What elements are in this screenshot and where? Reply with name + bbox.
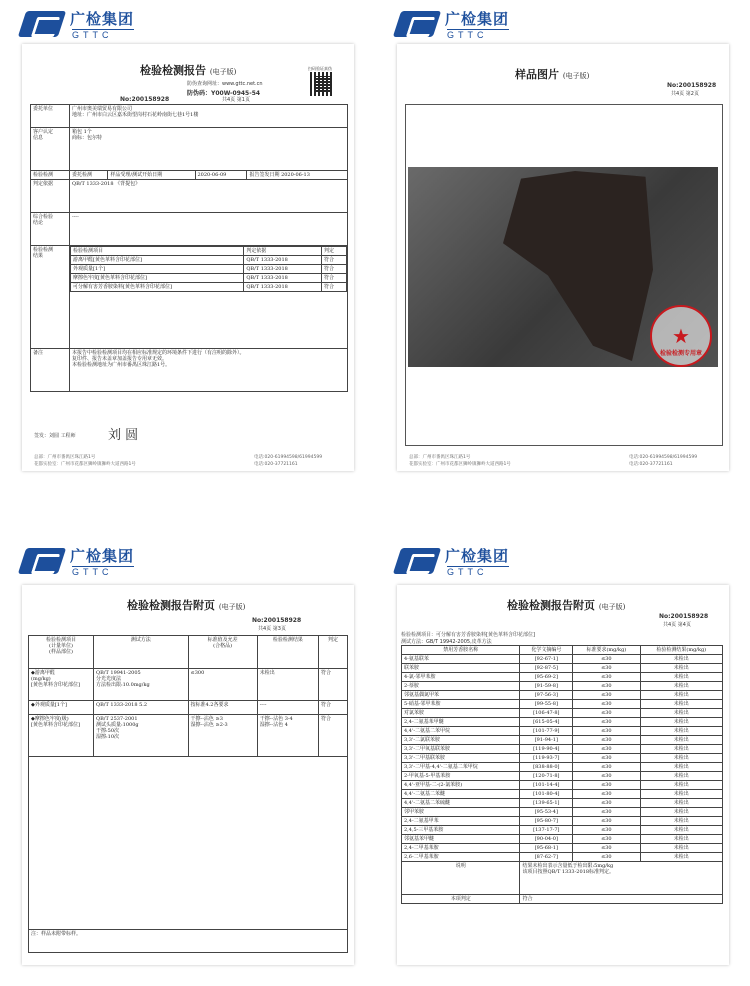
- gttc-logo: [22, 8, 134, 40]
- cas-number-cell: [97-56-3]: [520, 691, 573, 700]
- cas-number-cell: [615-05-4]: [520, 718, 573, 727]
- brand-cn: 广检集团: [70, 10, 135, 28]
- limit-cell: ≤30: [573, 682, 640, 691]
- table-row: [402, 673, 723, 682]
- issue-label: 报告签发日期: [249, 172, 280, 178]
- cas-number-cell: [137-17-7]: [520, 826, 573, 835]
- limit-cell: ≤30: [573, 853, 640, 862]
- cas-number-cell: [101-80-4]: [520, 790, 573, 799]
- page-title: 检验检测报告附页 (电子版): [127, 599, 246, 612]
- column-header: 禁用芳香胺名称: [402, 646, 520, 655]
- client-label: 委托单位: [31, 105, 70, 128]
- result-cell: 未检出: [640, 772, 722, 781]
- limit-cell: ≤30: [573, 763, 640, 772]
- conclusion-value: ----: [70, 213, 348, 246]
- conclusion-label: 综合检验 结论: [31, 213, 70, 246]
- amine-name-cell: 4-氨基联苯: [402, 655, 520, 664]
- result-cell: 未检出: [640, 664, 722, 673]
- amine-name-cell: 2,4-二氨基甲苯: [402, 817, 520, 826]
- result-cell: 未检出: [640, 709, 722, 718]
- result-header: 检验检测项目: [71, 247, 244, 256]
- amine-name-cell: 3,3'-二氯联苯胺: [402, 736, 520, 745]
- table-row: [402, 700, 723, 709]
- inspection-stamp: [650, 305, 712, 367]
- limit-cell: ≤30: [573, 817, 640, 826]
- cas-number-cell: [119-90-4]: [520, 745, 573, 754]
- limit-cell: ≤30: [573, 664, 640, 673]
- anti-fake-code: 防伪码：Y00W-0945-54: [187, 90, 261, 97]
- amine-name-cell: 4,4'-二氨基二苯醚: [402, 790, 520, 799]
- gttc-logo-icon: [397, 9, 441, 39]
- table-row: [402, 682, 723, 691]
- receive-date: 2020-06-09: [197, 172, 227, 178]
- limit-cell: ≤30: [573, 835, 640, 844]
- page-title: 检验检测报告 (电子版): [140, 64, 237, 77]
- page-counter: 共4页 第2页: [671, 91, 699, 97]
- cas-number-cell: [95-68-1]: [520, 844, 573, 853]
- result-cell: 未检出: [640, 835, 722, 844]
- note-value: 本报告中检验检测项目均在相应标准规定的环境条件下进行（有注明的除外）。 复印件、报告未盖章加盖报告专用章无效。 本检验检测地址为广州市番禺区珠江路1号。: [70, 349, 348, 392]
- note-label: 备注: [31, 349, 70, 392]
- result-label: 检验检测 结果: [31, 246, 70, 349]
- amine-name-cell: 2-萘胺: [402, 682, 520, 691]
- column-header: 测试方法: [94, 636, 189, 669]
- column-header: 判定: [319, 636, 348, 669]
- limit-cell: ≤30: [573, 736, 640, 745]
- page-counter: 共4页 第4页: [663, 622, 691, 628]
- table-row: [402, 808, 723, 817]
- table-row: [402, 655, 723, 664]
- table-row: [402, 709, 723, 718]
- limit-cell: ≤30: [573, 718, 640, 727]
- appendix-table: [28, 635, 348, 953]
- result-cell: 未检出: [640, 754, 722, 763]
- result-cell: 未检出: [640, 736, 722, 745]
- leather-sample: [503, 171, 653, 361]
- result-cell: 未检出: [640, 790, 722, 799]
- table-row: [402, 826, 723, 835]
- qr-caption: 扫码验证真伪: [308, 66, 332, 71]
- column-header: 标准要求(mg/kg): [573, 646, 640, 655]
- amine-name-cell: 2,4-二氨基苯甲醚: [402, 718, 520, 727]
- amine-table: [401, 645, 723, 904]
- qr-code-icon: [310, 72, 334, 96]
- cas-number-cell: [101-14-4]: [520, 781, 573, 790]
- table-row: 摩擦色牢度[黄色革料含印花部位] QB/T 1333-2018 符合: [71, 274, 347, 283]
- cas-number-cell: [99-55-8]: [520, 700, 573, 709]
- cas-number-cell: [90-04-0]: [520, 835, 573, 844]
- cas-number-cell: [139-65-1]: [520, 799, 573, 808]
- explanation-value: 结果未检出表示含量低于检出限:5mg/kg 该项目按照QB/T 1333-2018标准判定。: [520, 862, 723, 895]
- amine-name-cell: 2,4-二甲基苯胺: [402, 844, 520, 853]
- cas-number-cell: [92-67-1]: [520, 655, 573, 664]
- report-number: No:200158928: [252, 617, 302, 624]
- amine-name-cell: 5-硝基-邻甲苯胺: [402, 700, 520, 709]
- table-row: [402, 817, 723, 826]
- amine-name-cell: 4-氯-邻甲苯胺: [402, 673, 520, 682]
- table-row: ◆外观质量[1个] QB/T 1333-2018 5.2 按标准4.2各要求 ---- 符合: [29, 701, 348, 715]
- explanation-label: 说明: [402, 862, 520, 895]
- limit-cell: ≤30: [573, 745, 640, 754]
- gttc-logo-icon: [397, 546, 441, 576]
- amine-name-cell: 4,4'-二氨基二苯甲烷: [402, 727, 520, 736]
- judgement-value: 符合: [520, 895, 723, 904]
- table-row: [402, 691, 723, 700]
- document-sheet: [22, 585, 354, 965]
- report-table: [30, 104, 348, 392]
- result-cell: 未检出: [640, 817, 722, 826]
- star-icon: ★: [672, 324, 690, 348]
- type-value: 委托检测: [70, 171, 108, 180]
- result-cell: 未检出: [640, 673, 722, 682]
- brand-en: GTTC: [72, 29, 134, 40]
- test-item: 检验检测项目：可分解有害芳香胺染料[黄色革料含印花部位]: [401, 632, 535, 638]
- gttc-logo: 广检集团 GTTC: [397, 545, 509, 577]
- table-row: 外观质量[1个] QB/T 1333-2018 符合: [71, 265, 347, 274]
- table-row: ◆摩擦色牢度(级) [黄色革料含印花部位] QB/T 2537-2001 测试头质量:1000g 干擦:50次 湿擦:10次 干擦--沾色 ≥3 湿擦--沾色 ≥2-3 干擦--沾色 3-4 湿擦--沾色 4 符合: [29, 715, 348, 757]
- cas-number-cell: [838-88-0]: [520, 763, 573, 772]
- report-page-4: [375, 493, 750, 986]
- cas-number-cell: [95-69-2]: [520, 673, 573, 682]
- result-cell: 未检出: [640, 691, 722, 700]
- table-row: [402, 772, 723, 781]
- cas-number-cell: [106-47-8]: [520, 709, 573, 718]
- gttc-logo: 广检集团 GTTC: [22, 545, 134, 577]
- cas-number-cell: [87-62-7]: [520, 853, 573, 862]
- cas-number-cell: [95-80-7]: [520, 817, 573, 826]
- limit-cell: ≤30: [573, 700, 640, 709]
- signature: 刘 圆: [108, 428, 139, 443]
- amine-name-cell: 2,4,5-三甲基苯胺: [402, 826, 520, 835]
- amine-name-cell: 邻氨基苯甲醚: [402, 835, 520, 844]
- result-cell: 未检出: [640, 700, 722, 709]
- result-cell: 未检出: [640, 718, 722, 727]
- sample-label: 客户认定 信息: [31, 128, 70, 171]
- table-row: ◆游离甲醛 (mg/kg) [黄色革料含印花部位] QB/T 19941-2005 分光光度法 方法检出限:10.0mg/kg ≤300 未检出 符合: [29, 668, 348, 701]
- table-row: 游离甲醛[黄色革料含印花部位] QB/T 1333-2018 符合: [71, 256, 347, 265]
- judgement-label: 本项判定: [402, 895, 520, 904]
- limit-cell: ≤30: [573, 754, 640, 763]
- limit-cell: ≤30: [573, 781, 640, 790]
- page-title: 检验检测报告附页 (电子版): [507, 599, 626, 612]
- page-counter: 共4页 第3页: [258, 626, 286, 632]
- limit-cell: ≤30: [573, 727, 640, 736]
- column-header: 检验检测结果: [257, 636, 318, 669]
- report-number: No:200158928: [667, 82, 717, 89]
- table-row: 可分解有害芳香胺染料[黄色革料含印花部位] QB/T 1333-2018 符合: [71, 283, 347, 292]
- client-value: 广州市奥美瑞贸易有限公司 地址：广州市白云区嘉禾街望岗村石花岭南街七巷1号1楼: [70, 105, 348, 128]
- amine-name-cell: 对氯苯胺: [402, 709, 520, 718]
- cas-number-cell: [91-94-1]: [520, 736, 573, 745]
- result-cell: 未检出: [640, 763, 722, 772]
- column-header: 标准值及允差 (合格品): [188, 636, 257, 669]
- limit-cell: ≤30: [573, 844, 640, 853]
- report-number: No:200158928: [120, 96, 170, 103]
- table-row: [402, 853, 723, 862]
- table-row: [402, 763, 723, 772]
- report-page-1: [0, 0, 375, 493]
- result-cell: 未检出: [640, 799, 722, 808]
- limit-cell: ≤30: [573, 709, 640, 718]
- result-cell: 未检出: [640, 655, 722, 664]
- report-page-2: [375, 0, 750, 493]
- limit-cell: ≤30: [573, 673, 640, 682]
- amine-name-cell: 3,3'-二甲氧基联苯胺: [402, 745, 520, 754]
- basis-label: 判定依据: [31, 180, 70, 213]
- result-cell: 未检出: [640, 781, 722, 790]
- report-page-3: [0, 493, 375, 986]
- amine-name-cell: 2-甲氧基-5-甲基苯胺: [402, 772, 520, 781]
- footer-phone: 电话:020-61994598/61994599: [254, 455, 323, 460]
- limit-cell: ≤30: [573, 808, 640, 817]
- signer: 签发：刘圆 工程师: [34, 433, 76, 439]
- result-cell: 未检出: [640, 682, 722, 691]
- amine-name-cell: 邻氨基偶氮甲苯: [402, 691, 520, 700]
- cas-number-cell: [92-87-5]: [520, 664, 573, 673]
- table-row: [402, 718, 723, 727]
- gttc-logo: 广检集团 GTTC: [397, 8, 509, 40]
- amine-name-cell: 2,6-二甲基苯胺: [402, 853, 520, 862]
- result-table: [70, 246, 347, 292]
- table-row: [402, 844, 723, 853]
- limit-cell: ≤30: [573, 790, 640, 799]
- page-title: 样品图片 (电子版): [515, 68, 590, 81]
- table-row: [402, 664, 723, 673]
- receive-label: 样品受理/测试开始日期: [108, 171, 195, 180]
- table-row: [402, 799, 723, 808]
- result-header: 判定依据: [244, 247, 322, 256]
- sample-value: 箱包 1个 商标：包尔特: [70, 128, 348, 171]
- table-row: [402, 736, 723, 745]
- amine-name-cell: 3,3'-二甲基联苯胺: [402, 754, 520, 763]
- result-cell: 未检出: [640, 853, 722, 862]
- document-sheet: [397, 585, 729, 965]
- footer-phone: 电话:020-37721161: [254, 462, 298, 467]
- amine-name-cell: 3,3'-二甲基-4,4'-二氨基二苯甲烷: [402, 763, 520, 772]
- appendix-note: 注：样品未附带标样。: [29, 930, 348, 953]
- issue-date: 2020-06-13: [281, 172, 310, 178]
- result-cell: 未检出: [640, 745, 722, 754]
- table-row: [402, 727, 723, 736]
- stamp-label: 检验检测专用章: [659, 350, 702, 357]
- type-label: 检验检测: [31, 171, 70, 180]
- photo-frame: [405, 104, 723, 446]
- table-row: [402, 835, 723, 844]
- cas-number-cell: [101-77-9]: [520, 727, 573, 736]
- limit-cell: ≤30: [573, 772, 640, 781]
- result-cell: 未检出: [640, 808, 722, 817]
- footer-address: 花都实验室：广州市花都区狮岭镇狮岭大道西路1号: [34, 462, 136, 467]
- limit-cell: ≤30: [573, 691, 640, 700]
- amine-name-cell: 4,4'-二氨基二苯硫醚: [402, 799, 520, 808]
- footer-address: 总部：广州市番禺区珠江路1号: [34, 455, 96, 460]
- column-header: 化学文摘编号: [520, 646, 573, 655]
- cas-number-cell: [120-71-8]: [520, 772, 573, 781]
- table-row: [402, 745, 723, 754]
- amine-name-cell: 4,4'-亚甲基-二-(2-氯苯胺): [402, 781, 520, 790]
- gttc-logo-icon: [22, 546, 66, 576]
- page-counter: 共4页 第1页: [222, 97, 250, 103]
- result-header: 判定: [321, 247, 346, 256]
- limit-cell: ≤30: [573, 655, 640, 664]
- result-cell: 未检出: [640, 844, 722, 853]
- amine-name-cell: 邻甲苯胺: [402, 808, 520, 817]
- amine-name-cell: 联苯胺: [402, 664, 520, 673]
- column-header: 检验检测结果(mg/kg): [640, 646, 722, 655]
- cas-number-cell: [91-59-8]: [520, 682, 573, 691]
- cas-number-cell: [119-93-7]: [520, 754, 573, 763]
- gttc-logo-icon: [22, 9, 66, 39]
- test-method: 测试方法：GB/T 19942-2005,皮革方法: [401, 639, 492, 645]
- document-sheet: 样品图片 (电子版) No:200158928 共4页 第2页 ★ 检验检测专用章 总部：广州市番禺区珠江路1号 花都实验室：广州市花都区狮岭镇狮岭大道西路1号 电话:020-61994598/61994599 电话:020-37721161: [397, 44, 729, 471]
- anti-fake-site: 防伪查询网址：www.gttc.net.cn: [187, 81, 263, 87]
- report-number: No:200158928: [659, 613, 709, 620]
- result-cell: 未检出: [640, 826, 722, 835]
- result-cell: 未检出: [640, 727, 722, 736]
- table-row: [402, 754, 723, 763]
- table-row: [402, 781, 723, 790]
- document-sheet: [22, 44, 354, 471]
- cas-number-cell: [95-53-4]: [520, 808, 573, 817]
- basis-value: QB/T 1333-2018 《背提包》: [70, 180, 348, 213]
- column-header: 检验检测项目 (计量单位) (样品部位): [29, 636, 94, 669]
- limit-cell: ≤30: [573, 826, 640, 835]
- limit-cell: ≤30: [573, 799, 640, 808]
- table-row: [402, 790, 723, 799]
